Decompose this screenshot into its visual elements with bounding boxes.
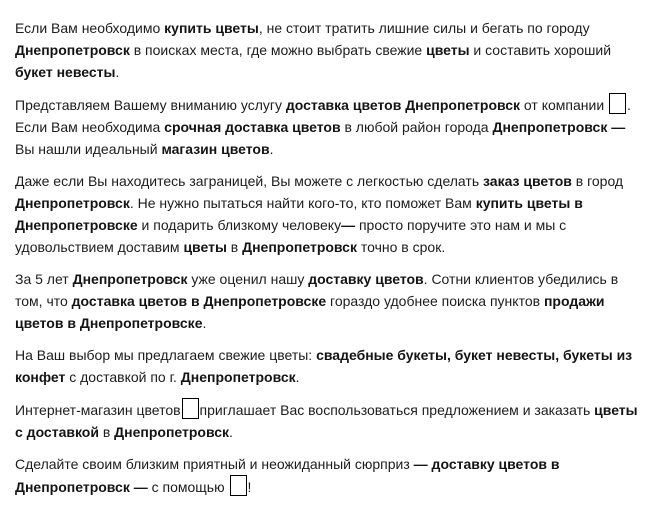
text-run: Вы нашли идеальный: [15, 119, 630, 157]
text-run: . Сотни клиентов убедились в том, что: [15, 271, 623, 309]
bold-text-run: доставку цветов: [308, 271, 424, 287]
bold-text-run: букет невесты: [15, 64, 116, 80]
text-run: с помощью: [147, 479, 229, 495]
paragraph: [15, 170, 645, 258]
text-run: точно в срок.: [356, 239, 446, 255]
bold-text-run: доставка цветов в Днепропетровске: [71, 293, 327, 309]
text-run: . Не нужно пытаться найти кого-то, кто поможет Вам: [129, 195, 476, 211]
bold-text-run: Днепропетровск: [72, 271, 188, 287]
text-run: в: [98, 424, 115, 440]
text-run: За 5 лет: [15, 271, 73, 287]
bold-text-run: доставка цветов Днепропетровск: [285, 97, 521, 113]
text-run: .: [269, 141, 274, 157]
bold-text-run: цветы: [183, 239, 227, 255]
text-run: . Если Вам необходима: [15, 97, 639, 135]
bold-text-run: Днепропетровск: [114, 424, 230, 440]
text-run: гораздо удобнее поиска пунктов: [326, 293, 544, 309]
text-run: уже оценил нашу: [187, 271, 309, 287]
bold-text-run: Днепропетровск: [180, 369, 296, 385]
bold-text-run: цветы: [426, 42, 470, 58]
bold-text-run: Днепропетровск: [15, 195, 130, 211]
empty-placeholder-box: [609, 93, 626, 114]
bold-text-run: — доставку цветов в Днепропетровск —: [15, 456, 564, 495]
paragraph: [15, 453, 645, 498]
text-run: и составить хороший: [469, 42, 615, 58]
empty-placeholder-box: [182, 398, 199, 419]
paragraph: [15, 268, 645, 334]
paragraph: [15, 93, 645, 160]
text-run: .: [115, 64, 120, 80]
paragraph: [15, 344, 645, 388]
bold-text-run: Днепропетровск —: [492, 119, 626, 135]
text-run: Даже если Вы находитесь заграницей, Вы можете с легкостью сделать: [15, 173, 484, 189]
text-run: в: [226, 239, 243, 255]
text-run: На Ваш выбор мы предлагаем свежие цветы:: [15, 347, 317, 363]
text-run: Интернет-магазин цветов: [15, 402, 181, 418]
text-run: Представляем Вашему вниманию услугу: [15, 97, 286, 113]
bold-text-run: купить цветы в Днепропетровске: [15, 195, 587, 233]
text-run: .: [295, 369, 300, 385]
bold-text-run: —: [341, 217, 356, 233]
text-run: .: [229, 424, 233, 440]
text-run: в любой район города: [340, 119, 493, 135]
text-run: Если Вам необходимо: [15, 20, 165, 36]
text-run: с доставкой по г.: [65, 369, 181, 385]
text-run: от компании: [520, 97, 609, 113]
bold-text-run: срочная доставка цветов: [164, 119, 341, 135]
text-run: просто поручите это нам и мы с удовольствием доставим: [15, 217, 571, 255]
empty-placeholder-box: [230, 475, 247, 496]
bold-text-run: цветы с доставкой: [15, 402, 642, 440]
bold-text-run: заказ цветов: [483, 173, 572, 189]
bold-text-run: продажи цветов в Днепропетровске: [15, 293, 609, 331]
text-run: в город: [571, 173, 627, 189]
bold-text-run: Днепропетровск: [15, 42, 130, 58]
bold-text-run: купить цветы: [164, 20, 259, 36]
text-run: в поисках места, где можно выбрать свежие: [129, 42, 427, 58]
paragraph: [15, 398, 645, 443]
text-run: !: [247, 479, 252, 495]
bold-text-run: свадебные букеты, букет невесты, букеты из конфет: [15, 347, 637, 385]
text-run: .: [202, 315, 207, 331]
text-run: Сделайте своим близким приятный и неожиданный сюрприз: [15, 456, 414, 472]
document-body: [15, 17, 645, 498]
text-run: и подарить близкому человеку: [137, 217, 342, 233]
paragraph: [15, 17, 645, 83]
text-run: приглашает Вас воспользоваться предложением и заказать: [199, 402, 595, 418]
bold-text-run: магазин цветов: [161, 141, 270, 157]
text-run: , не стоит тратить лишние силы и бегать по городу: [258, 20, 594, 36]
bold-text-run: Днепропетровск: [242, 239, 357, 255]
